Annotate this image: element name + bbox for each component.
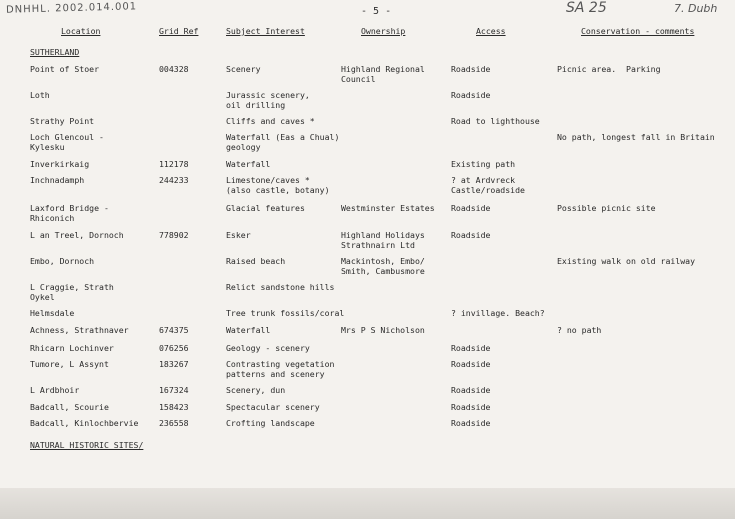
subject-cell: Relict sandstone hills: [226, 282, 335, 292]
grid-ref-cell: 778902: [159, 230, 189, 240]
ownership-cell: Mrs P S Nicholson: [341, 325, 425, 335]
header-ownership: Ownership: [361, 26, 406, 36]
conservation-cell: No path, longest fall in Britain: [557, 132, 715, 142]
ownership-cell: Westminster Estates: [341, 203, 435, 213]
subject-cell: Jurassic scenery, oil drilling: [226, 90, 310, 110]
subject-cell: Geology - scenery: [226, 343, 310, 353]
access-cell: ? invillage. Beach?: [451, 308, 545, 318]
section-footer: NATURAL HISTORIC SITES/: [30, 440, 144, 450]
subject-cell: Limestone/caves * (also castle, botany): [226, 175, 330, 195]
header-conservation: Conservation - comments: [581, 26, 695, 36]
grid-ref-cell: 674375: [159, 325, 189, 335]
subject-cell: Scenery, dun: [226, 385, 286, 395]
accession-number: DNHHL. 2002.014.001: [5, 1, 138, 16]
subject-cell: Waterfall: [226, 325, 271, 335]
header-access: Access: [476, 26, 506, 36]
access-cell: Existing path: [451, 159, 516, 169]
access-cell: Roadside: [451, 343, 491, 353]
access-cell: Roadside: [451, 402, 491, 412]
location-cell: L an Treel, Dornoch: [30, 230, 124, 240]
subject-cell: Crofting landscape: [226, 418, 315, 428]
location-cell: Rhicarn Lochinver: [30, 343, 114, 353]
subject-cell: Glacial features: [226, 203, 305, 213]
access-cell: Roadside: [451, 230, 491, 240]
access-cell: Roadside: [451, 359, 491, 369]
grid-ref-cell: 244233: [159, 175, 189, 185]
subject-cell: Raised beach: [226, 256, 286, 266]
location-cell: Embo, Dornoch: [30, 256, 95, 266]
location-cell: Badcall, Kinlochbervie: [30, 418, 139, 428]
grid-ref-cell: 076256: [159, 343, 189, 353]
location-cell: Loth: [30, 90, 50, 100]
header-grid-ref: Grid Ref: [159, 26, 199, 36]
location-cell: Loch Glencoul - Kylesku: [30, 132, 104, 152]
location-cell: Laxford Bridge - Rhiconich: [30, 203, 109, 223]
access-cell: Roadside: [451, 418, 491, 428]
sa-reference: SA 25: [566, 0, 607, 16]
subject-cell: Esker: [226, 230, 251, 240]
subject-cell: Spectacular scenery: [226, 402, 320, 412]
subject-cell: Cliffs and caves *: [226, 116, 315, 126]
header-subject-interest: Subject Interest: [226, 26, 305, 36]
grid-ref-cell: 004328: [159, 64, 189, 74]
header-location: Location: [61, 26, 101, 36]
access-cell: Roadside: [451, 90, 491, 100]
subject-cell: Scenery: [226, 64, 261, 74]
location-cell: Strathy Point: [30, 116, 95, 126]
location-cell: L Ardbhoir: [30, 385, 80, 395]
grid-ref-cell: 158423: [159, 402, 189, 412]
handwritten-initials: 7. Dubh: [674, 2, 718, 15]
ownership-cell: Highland Regional Council: [341, 64, 425, 84]
conservation-cell: Picnic area. Parking: [557, 64, 661, 74]
grid-ref-cell: 167324: [159, 385, 189, 395]
location-cell: Inchnadamph: [30, 175, 85, 185]
conservation-cell: ? no path: [557, 325, 602, 335]
location-cell: Tumore, L Assynt: [30, 359, 109, 369]
subject-cell: Tree trunk fossils/coral: [226, 308, 345, 318]
access-cell: Roadside: [451, 64, 491, 74]
subject-cell: Waterfall: [226, 159, 271, 169]
grid-ref-cell: 183267: [159, 359, 189, 369]
location-cell: Inverkirkaig: [30, 159, 90, 169]
ownership-cell: Highland Holidays Strathnairn Ltd: [341, 230, 425, 250]
location-cell: Point of Stoer: [30, 64, 100, 74]
location-cell: Badcall, Scourie: [30, 402, 109, 412]
grid-ref-cell: 236558: [159, 418, 189, 428]
subject-cell: Waterfall (Eas a Chual) geology: [226, 132, 340, 152]
page-number: - 5 -: [361, 6, 392, 17]
grid-ref-cell: 112178: [159, 159, 189, 169]
conservation-cell: Existing walk on old railway: [557, 256, 696, 266]
access-cell: ? at Ardvreck Castle/roadside: [451, 175, 525, 195]
conservation-cell: Possible picnic site: [557, 203, 656, 213]
location-cell: L Craggie, Strath Oykel: [30, 282, 114, 302]
location-cell: Achness, Strathnaver: [30, 325, 129, 335]
access-cell: Road to lighthouse: [451, 116, 540, 126]
access-cell: Roadside: [451, 385, 491, 395]
access-cell: Roadside: [451, 203, 491, 213]
ownership-cell: Mackintosh, Embo/ Smith, Cambusmore: [341, 256, 425, 276]
subject-cell: Contrasting vegetation patterns and scenery: [226, 359, 335, 379]
section-title: SUTHERLAND: [30, 47, 80, 57]
location-cell: Helmsdale: [30, 308, 75, 318]
